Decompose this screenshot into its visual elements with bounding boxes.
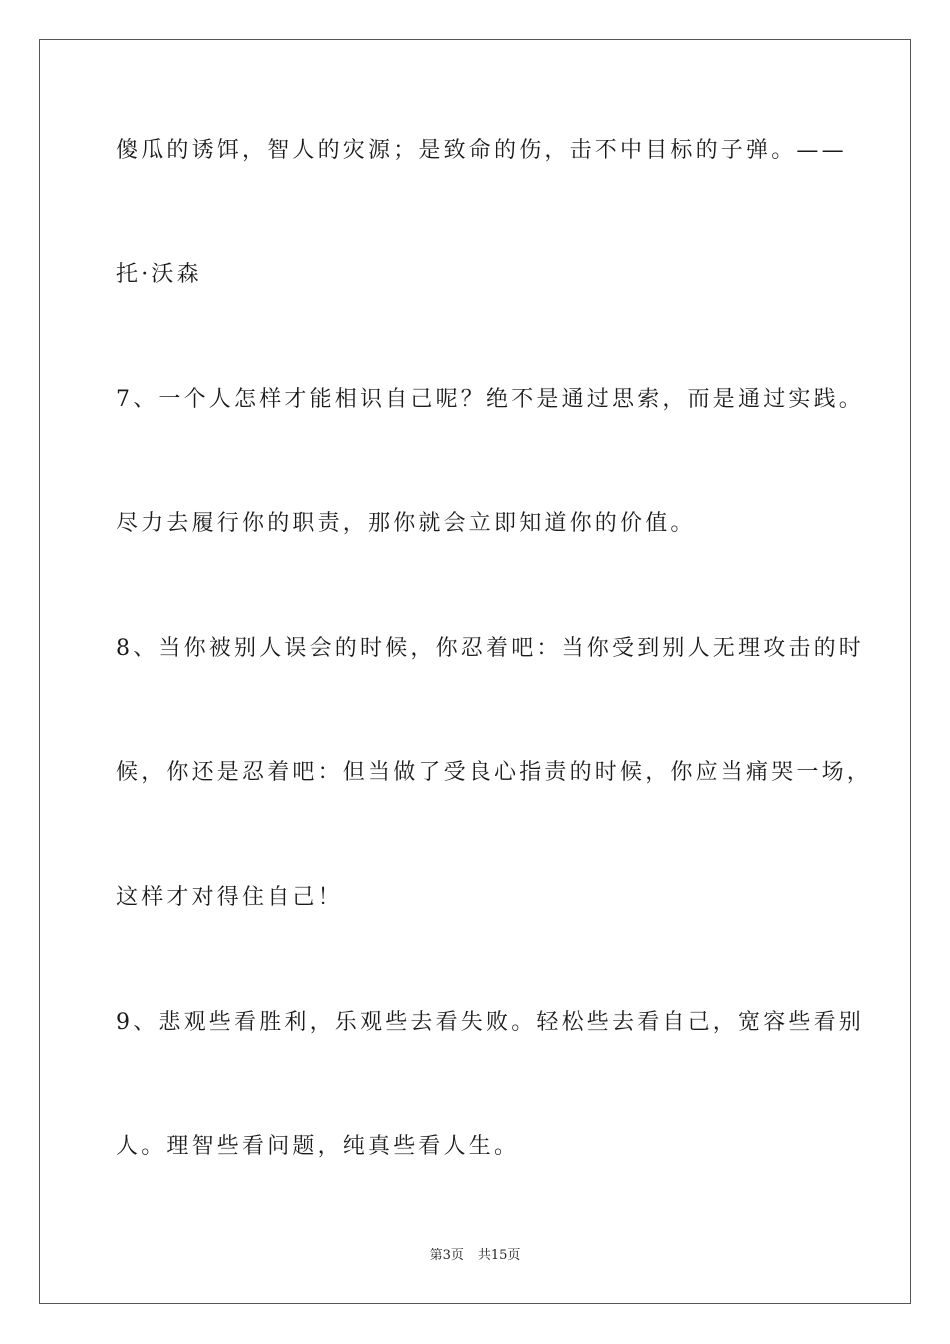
text-line-7: 这样才对得住自己！ [116, 885, 343, 910]
page-footer [0, 1247, 950, 1265]
text-line-1: 傻瓜的诱饵，智人的灾源；是致命的伤，击不中目标的子弹。—— [116, 138, 847, 163]
text-line-9: 人。理智些看问题，纯真些看人生。 [116, 1134, 520, 1159]
text-line-6: 候，你还是忍着吧：但当做了受良心指责的时候，你应当痛哭一场， [116, 760, 873, 785]
text-line-8: 9、悲观些看胜利，乐观些去看失败。轻松些去看自己，宽容些看别 [116, 1010, 864, 1035]
text-line-4: 尽力去履行你的职责，那你就会立即知道你的价值。 [116, 511, 696, 536]
text-line-5: 8、当你被别人误会的时候，你忍着吧：当你受到别人无理攻击的时 [116, 636, 864, 661]
page-total: 共15页 [477, 1248, 521, 1263]
page-frame [39, 39, 911, 1304]
text-line-3: 7、一个人怎样才能相识自己呢？绝不是通过思索，而是通过实践。 [116, 387, 864, 412]
text-line-2: 托·沃森 [116, 262, 202, 287]
page-number: 第3页 [429, 1248, 464, 1263]
